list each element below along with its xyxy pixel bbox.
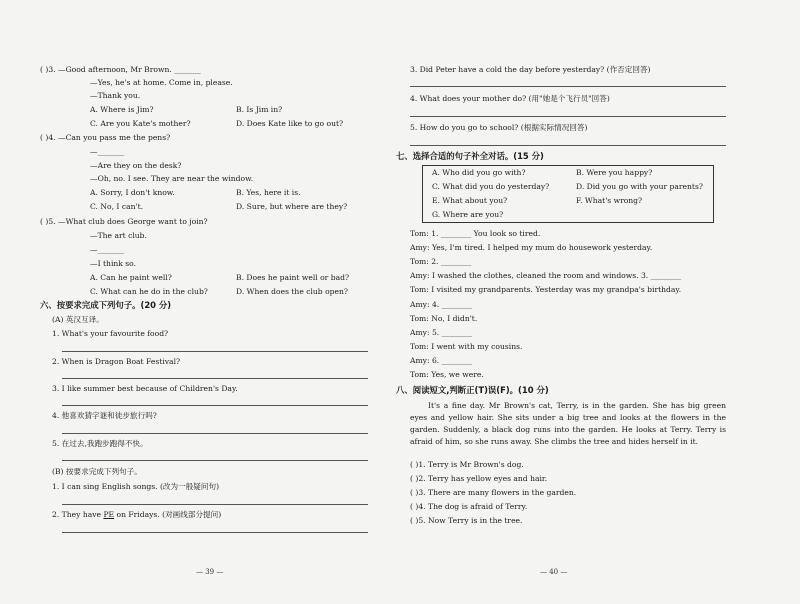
a5-text: 5. 在过去,我跑步跑得不快。 [52,439,148,448]
a1-answer-line[interactable] [62,351,368,352]
b1-answer-line[interactable] [62,504,368,505]
b3-answer-line[interactable] [410,86,726,87]
q3-line2: —Thank you. [90,91,141,100]
q3-option-a: A. Where is Jim? [90,105,154,114]
q5-line2: —_______ [90,245,125,254]
q4-stem: ( )4. —Can you pass me the pens? [40,133,171,142]
dialog-line: Tom: I visited my grandparents. Yesterday was my grandpa's birthday. [410,285,682,294]
q3-option-c: C. Are you Kate's mother? [90,119,191,128]
opt-d: D. Did you go with your parents? [576,182,703,191]
opt-e: E. What about you? [432,196,508,205]
opt-a: A. Who did you go with? [432,168,526,177]
b2-underlined-word: PE [103,510,115,519]
dialog-line: Amy: 6. ________ [410,356,472,365]
tf-item: ( )2. Terry has yellow eyes and hair. [410,474,548,483]
section-8-title: 八、阅读短文,判断正(T)误(F)。(10 分) [396,385,549,395]
q4-option-c: C. No, I can't. [90,202,144,211]
a3-answer-line[interactable] [62,405,368,406]
opt-c: C. What did you do yesterday? [432,182,550,191]
a5-answer-line[interactable] [62,460,368,461]
q5-line1: —The art club. [90,231,147,240]
q3-option-b: B. Is Jim in? [236,105,283,114]
q5-option-c: C. What can he do in the club? [90,287,208,296]
a2-text: 2. When is Dragon Boat Festival? [52,357,181,366]
a4-answer-line[interactable] [62,433,368,434]
section-6b-label: (B) 按要求完成下列句子。 [52,467,142,476]
q5-option-d: D. When does the club open? [236,287,348,296]
b2-answer-line[interactable] [62,532,368,533]
page-number-left: — 39 — [196,568,224,576]
opt-g: G. Where are you? [432,210,504,219]
q4-option-d: D. Sure, but where are they? [236,202,348,211]
q4-line1: —_______ [90,147,125,156]
dialog-line: Tom: I went with my cousins. [410,342,523,351]
tf-item: ( )5. Now Terry is in the tree. [410,516,523,525]
section-6-title: 六、按要求完成下列句子。(20 分) [40,300,172,310]
b4-text: 4. What does your mother do? (用"她是个飞行员"回答) [410,94,610,103]
b2-prefix: 2. They have [52,510,104,519]
b2-suffix: on Fridays. (对画线部分提问) [114,510,222,519]
q4-option-a: A. Sorry, I don't know. [90,188,175,197]
dialog-line: Amy: 5. ________ [410,328,472,337]
a1-text: 1. What's your favourite food? [52,329,169,338]
section-7-title: 七、选择合适的句子补全对话。(15 分) [396,151,544,161]
tf-item: ( )4. The dog is afraid of Terry. [410,502,528,511]
q3-line1: —Yes, he's at home. Come in, please. [90,78,233,87]
dialog-line: Tom: No, I didn't. [410,314,478,323]
b4-answer-line[interactable] [410,116,726,117]
q3-stem: ( )3. —Good afternoon, Mr Brown. _______ [40,65,201,74]
q5-option-b: B. Does he paint well or bad? [236,273,350,282]
dialog-line: Amy: I washed the clothes, cleaned the room and windows. 3. ________ [410,271,682,280]
tf-item: ( )3. There are many flowers in the garden. [410,488,577,497]
q4-line3: —Oh, no. I see. They are near the window. [90,174,254,183]
dialog-line: Amy: 4. ________ [410,300,472,309]
a3-text: 3. I like summer best because of Children's Day. [52,384,238,393]
q5-option-a: A. Can he paint well? [90,273,172,282]
b3-text: 3. Did Peter have a cold the day before yesterday? (作否定回答) [410,65,651,74]
a4-text: 4. 他喜欢猜字谜和徒步旅行吗? [52,411,157,420]
b1-text: 1. I can sing English songs. (改为一般疑问句) [52,482,220,491]
q3-option-d: D. Does Kate like to go out? [236,119,344,128]
opt-b: B. Were you happy? [576,168,653,177]
dialog-line: Amy: Yes, I'm tired. I helped my mum do housework yesterday. [410,243,653,252]
b5-text: 5. How do you go to school? (根据实际情况回答) [410,123,588,132]
tf-item: ( )1. Terry is Mr Brown's dog. [410,460,524,469]
opt-f: F. What's wrong? [576,196,643,205]
q5-line3: —I think so. [90,259,137,268]
q5-stem: ( )5. —What club does George want to join? [40,217,208,226]
dialog-line: Tom: Yes, we were. [410,370,484,379]
b2-text [52,510,221,520]
page-number-right: — 40 — [540,568,568,576]
q4-option-b: B. Yes, here it is. [236,188,301,197]
dialog-line: Tom: 2. ________ [410,257,472,266]
a2-answer-line[interactable] [62,378,368,379]
q4-line2: —Are they on the desk? [90,161,182,170]
reading-passage: It's a fine day. Mr Brown's cat, Terry, is in the garden. She has big green eyes and yellow hair. She sits under a big tree and looks at the flowers in the garden. Suddenly, a black dog runs into the garden. He looks at Terry. Terry is afraid of him, so she runs away. She climbs the tree and hides herself in it. [410,401,726,446]
b5-answer-line[interactable] [410,145,726,146]
dialog-line: Tom: 1. ________ You look so tired. [410,229,541,238]
section-6a-label: (A) 英汉互译。 [52,315,104,324]
